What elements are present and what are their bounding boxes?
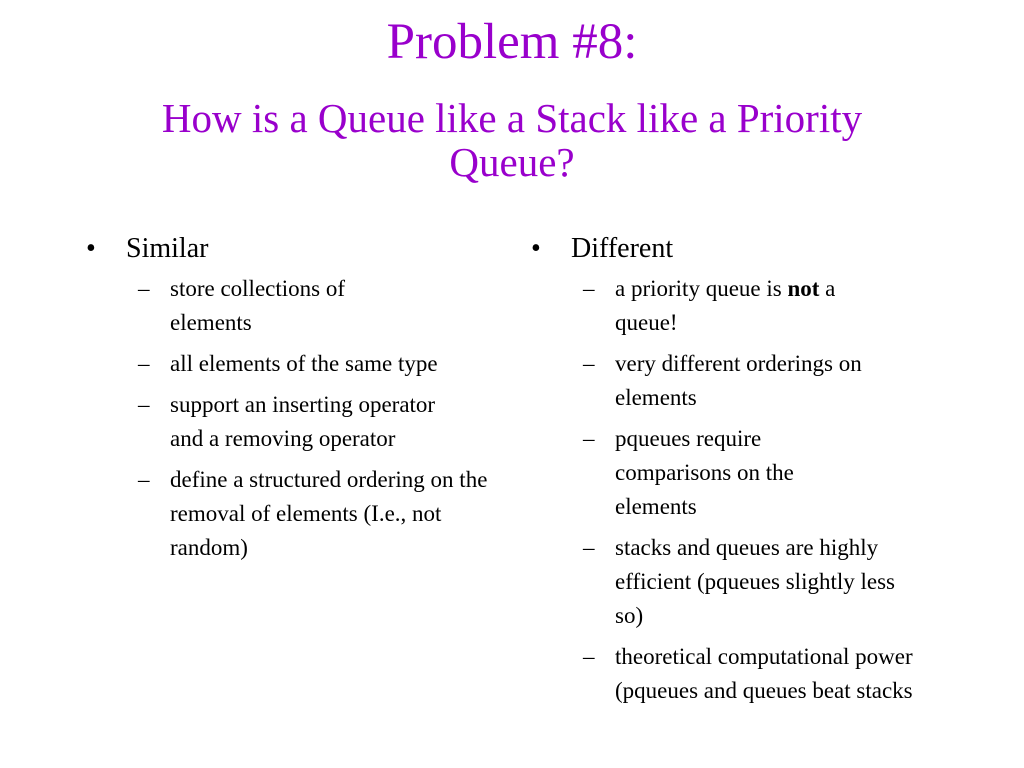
list-item-text: define a structured ordering on the removal of elements (I.e., not random) xyxy=(170,467,488,560)
list-item-text: very different orderings on elements xyxy=(615,351,862,410)
dash-icon: – xyxy=(138,276,150,301)
bullet-icon: • xyxy=(531,233,541,264)
different-list xyxy=(531,272,951,708)
dash-icon: – xyxy=(583,644,595,669)
different-heading-label: Different xyxy=(571,233,674,264)
bullet-icon: • xyxy=(86,233,96,264)
dash-icon: – xyxy=(138,351,150,376)
slide-title: Problem #8: xyxy=(386,14,638,70)
list-item xyxy=(86,347,470,381)
different-heading xyxy=(531,232,951,266)
similar-heading xyxy=(86,232,506,266)
list-item-text: theoretical computational power (pqueues and queues beat stacks xyxy=(615,644,913,703)
list-item-text-pre: a priority queue is xyxy=(615,276,782,301)
list-item xyxy=(86,388,470,456)
slide-subtitle: How is a Queue like a Stack like a Priority Queue? xyxy=(161,95,863,185)
list-item xyxy=(86,272,420,340)
dash-icon: – xyxy=(583,276,595,301)
list-item xyxy=(531,347,945,415)
different-column xyxy=(531,232,951,715)
list-item-text: stacks and queues are highly efficient (pqueues slightly less so) xyxy=(615,535,895,628)
list-item-text: store collections of elements xyxy=(170,276,346,335)
list-item-text-post: a queue! xyxy=(615,276,836,335)
list-item xyxy=(86,463,500,565)
list-item xyxy=(531,422,845,524)
similar-list xyxy=(86,272,506,565)
list-item xyxy=(531,272,865,340)
dash-icon: – xyxy=(138,467,150,492)
dash-icon: – xyxy=(583,426,595,451)
dash-icon: – xyxy=(583,351,595,376)
similar-heading-label: Similar xyxy=(126,233,209,264)
list-item xyxy=(531,531,925,633)
similar-column xyxy=(86,232,506,572)
dash-icon: – xyxy=(138,392,150,417)
list-item-text: pqueues require comparisons on the elements xyxy=(615,426,794,519)
list-item xyxy=(531,640,945,708)
emphasis-not: not xyxy=(787,276,820,301)
list-item-text: all elements of the same type xyxy=(170,351,438,376)
list-item-text: support an inserting operator and a removing operator xyxy=(170,392,436,451)
dash-icon: – xyxy=(583,535,595,560)
